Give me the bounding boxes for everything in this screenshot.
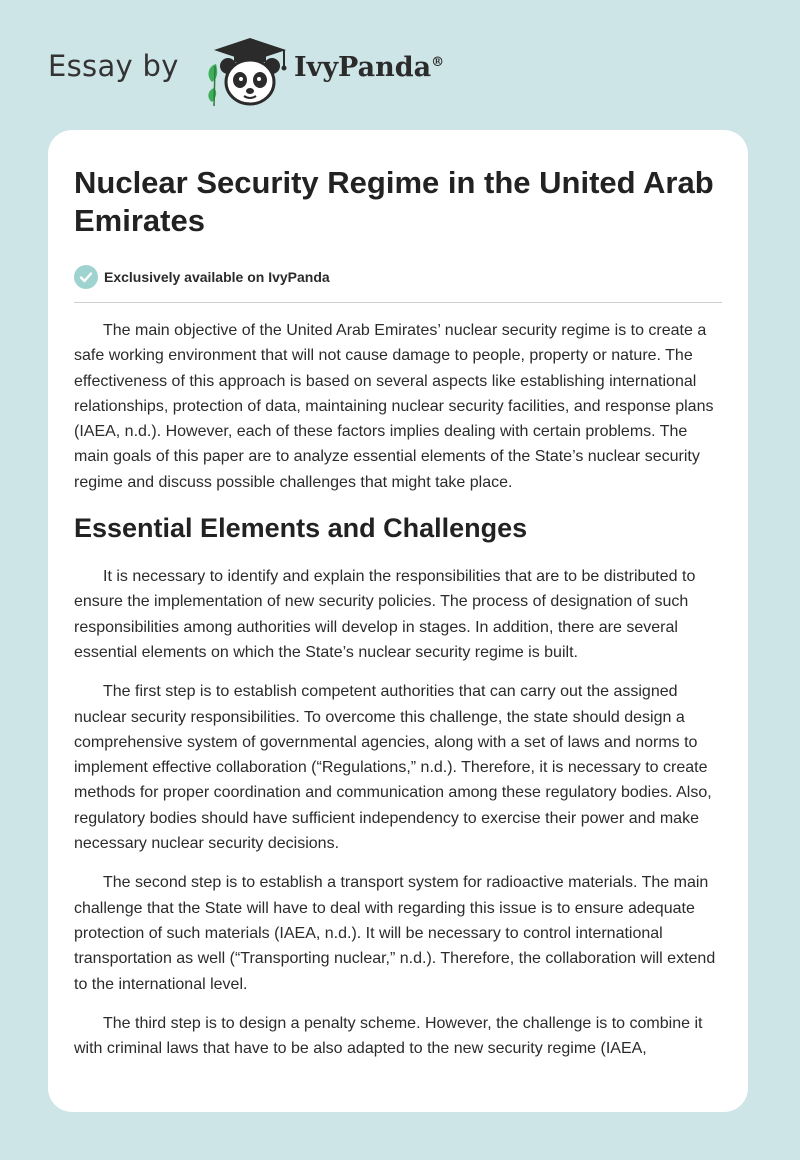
exclusive-badge bbox=[74, 264, 330, 290]
section-heading: Essential Elements and Challenges bbox=[74, 513, 528, 544]
paragraph: The third step is to design a penalty scheme. However, the challenge is to combine it with criminal laws that have to be also adapted to the new security regime (IAEA, bbox=[74, 1014, 703, 1058]
brand-name[interactable] bbox=[294, 52, 444, 83]
essay-by-label: Essay by bbox=[48, 49, 179, 83]
article-body bbox=[74, 318, 724, 1075]
paragraph-intro: The main objective of the United Arab Emirates’ nuclear security regime is to create a safe working environment that will not cause damage to people, property or nature. The effectiveness of this approach is based on several aspects like establishing international relationships, protection of data, maintaining nuclear security facilities, and response plans (IAEA, n.d.). However, each of these factors implies dealing with certain problems. The main goals of this paper are to analyze essential elements of the State’s nuclear security regime and discuss possible challenges that might take place. bbox=[74, 322, 714, 491]
essay-card bbox=[48, 130, 748, 1112]
paragraph: The first step is to establish competent authorities that can carry out the assigned nuclear security responsibilities. To overcome this challenge, the state should design a comprehensive system of governmental agencies, along with a set of laws and norms to implement effective collaboration (“Regulations,” n.d.). Therefore, it is necessary to create methods for proper coordination and communication among these regulatory bodies. Also, regulatory bodies should have sufficient independency to exercise their power and make necessary nuclear security decisions. bbox=[74, 683, 712, 853]
paragraph: It is necessary to identify and explain the responsibilities that are to be distributed to ensure the implementation of new security policies. The process of designation of such responsibilities among authorities will develop in stages. In addition, there are several essential elements on which the State’s nuclear security regime is built. bbox=[74, 568, 696, 661]
divider bbox=[74, 302, 722, 303]
page-title: Nuclear Security Regime in the United Arab Emirates bbox=[74, 165, 714, 238]
exclusive-label: Exclusively available on IvyPanda bbox=[104, 269, 330, 285]
site-header bbox=[48, 36, 528, 108]
leaf-icon bbox=[208, 64, 217, 106]
panda-graduation-cap-icon[interactable] bbox=[204, 36, 292, 108]
check-icon bbox=[74, 265, 98, 289]
brand-name-text: IvyPanda bbox=[294, 52, 432, 83]
paragraph: The second step is to establish a transport system for radioactive materials. The main challenge that the State will have to deal with regarding this issue is to ensure adequate protection of such materials (IAEA, n.d.). It will be necessary to control international transportation as well (“Transporting nuclear,” n.d.). Therefore, the collaboration will extend to the international level. bbox=[74, 874, 716, 993]
registered-mark: ® bbox=[431, 55, 445, 70]
